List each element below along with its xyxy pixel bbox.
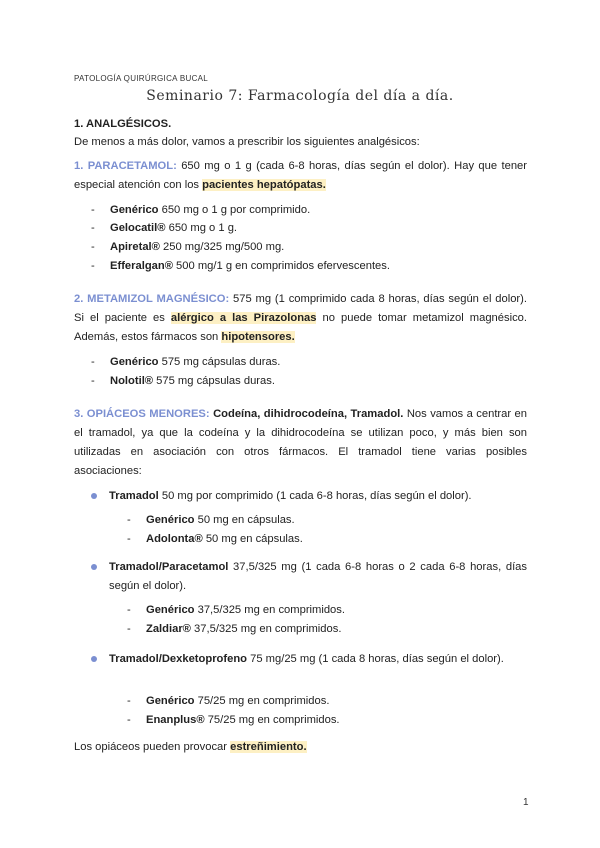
bullet-icon: [91, 564, 97, 570]
closing-paragraph: Los opiáceos pueden provocar estreñimiento.: [74, 741, 307, 753]
paracetamol-label: 1. PARACETAMOL:: [74, 160, 177, 172]
bullet-icon: [91, 493, 97, 499]
metamizol-label: 2. METAMIZOL MAGNÉSICO:: [74, 293, 230, 305]
document-page: PATOLOGÍA QUIRÚRGICA BUCAL Seminario 7: Farmacología del día a día. 1. ANALGÉSICOS. De menos a más dolor, vamos a prescribir los siguientes analgésicos: 1. PARACETAMOL: 650 mg o 1 g (cada 6-8 horas, días según el dolor). Hay que tener especial atención con los pacientes hepatópatas. - Genérico 650 mg o 1 g por comprimido. - Gelocatil® 650 mg o 1 g. - Apiretal® 250 mg/325 mg/500 mg. - Efferalgan® 500 mg/1 g en comprimidos efervescentes. 2. METAMIZOL MAGNÉSICO: 575 mg (1 comprimido cada 8 horas, días según el dolor). Si el paciente es alérgico a las Pirazolonas no puede tomar metamizol magnésico. Además, estos fármacos son hipotensores. - Genérico 575 mg cápsulas duras. - Nolotil® 575 mg cápsulas duras. 3. OPIÁCEOS MENORES: Codeína, dihidrocodeína, Tramadol. Nos vamos a centrar en el tramadol, ya que la codeína y la dihidrocodeína se utilizan poco, y más bien son utilizadas en asociación con otros fármacos. El tramadol tiene varias posibles asociaciones: Tramadol 50 mg por comprimido (1 cada 6-8 horas, días según el dolor). - Genérico 50 mg en cápsulas. - Adolonta® 50 mg en cápsulas. Tramadol/Paracetamol 37,5/325 mg (1 cada 6-8 horas o 2 cada 6-8 horas, días según el dolor). - Genérico 37,5/325 mg en comprimidos. - Zaldiar® 37,5/325 mg en comprimidos. Tramadol/Dexketoprofeno 75 mg/25 mg (1 cada 8 horas, días según el dolor). - Genérico 75/25 mg en comprimidos. - Enanplus® 75/25 mg en comprimidos. Los opiáceos pueden provocar estreñimiento. 1: [0, 0, 600, 848]
page-number: 1: [523, 797, 529, 808]
opiaceos-label: 3. OPIÁCEOS MENORES:: [74, 408, 210, 420]
opiaceos-paragraph: 3. OPIÁCEOS MENORES: Codeína, dihidrocodeína, Tramadol. Nos vamos a centrar en el tramadol, ya que la codeína y la dihidrocodeína se utilizan poco, y más bien son utilizadas en asociación con otros fármacos. El tramadol tiene varias posibles asociaciones:: [74, 408, 528, 477]
highlight-estrenimiento: estreñimiento.: [230, 741, 307, 753]
document-header: PATOLOGÍA QUIRÚRGICA BUCAL: [74, 74, 209, 83]
highlight-hipotensores: hipotensores.: [221, 331, 295, 343]
highlight-hepatopatas: pacientes hepatópatas.: [202, 179, 326, 191]
metamizol-paragraph: 2. METAMIZOL MAGNÉSICO: 575 mg (1 comprimido cada 8 horas, días según el dolor). Si el paciente es alérgico a las Pirazolonas no puede tomar metamizol magnésico. Además, estos fármacos son hipotensores.: [74, 293, 527, 343]
tramadol-item: Tramadol 50 mg por comprimido (1 cada 6-8 horas, días según el dolor).: [109, 490, 472, 502]
section-intro: De menos a más dolor, vamos a prescribir los siguientes analgésicos:: [74, 136, 420, 148]
paracetamol-paragraph: 1. PARACETAMOL: 650 mg o 1 g (cada 6-8 horas, días según el dolor). Hay que tener especial atención con los pacientes hepatópatas.: [74, 160, 527, 191]
bullet-icon: [91, 656, 97, 662]
section-heading: 1. ANALGÉSICOS.: [74, 118, 172, 130]
page-title: Seminario 7: Farmacología del día a día.: [146, 88, 454, 104]
tramadol-dexketoprofeno-item: Tramadol/Dexketoprofeno 75 mg/25 mg (1 cada 8 horas, días según el dolor).: [109, 653, 504, 665]
tramadol-paracetamol-item: Tramadol/Paracetamol 37,5/325 mg (1 cada 6-8 horas o 2 cada 6-8 horas, días según el dolor).: [109, 561, 527, 592]
highlight-pirazolonas: alérgico a las Pirazolonas: [170, 312, 317, 324]
